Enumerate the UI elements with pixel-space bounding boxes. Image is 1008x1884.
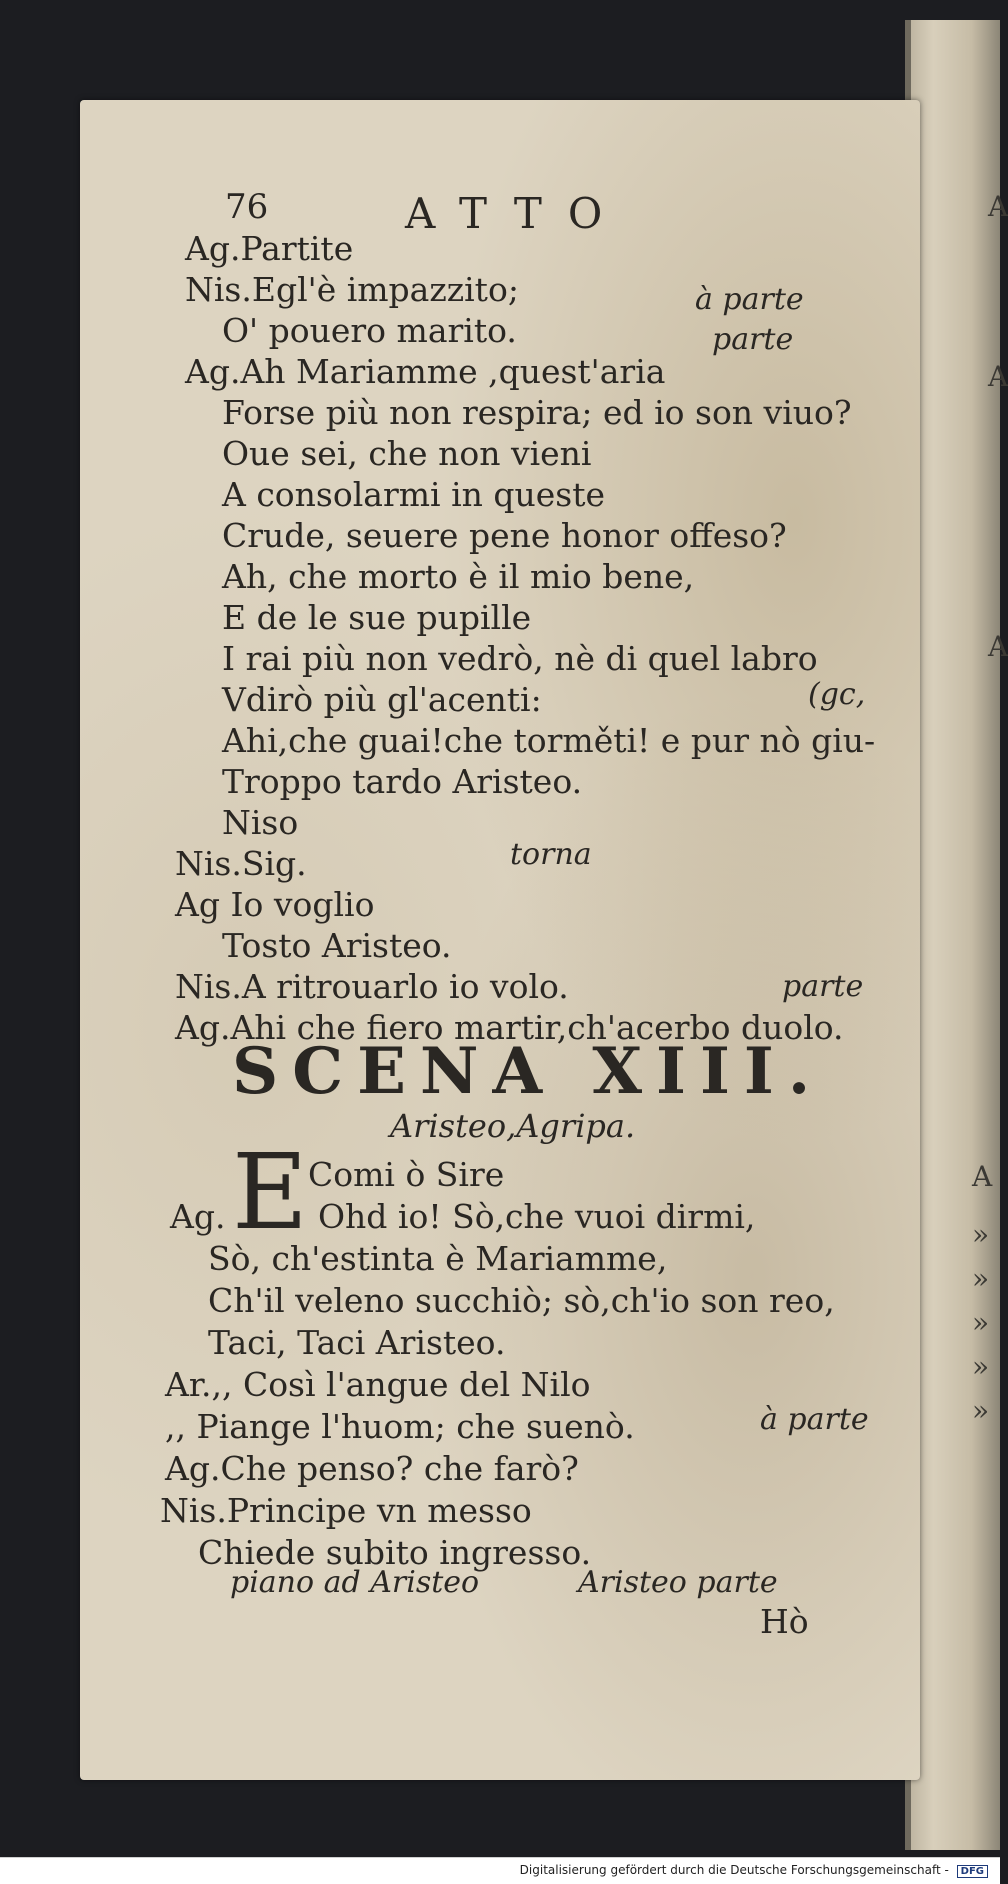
adjacent-fragment: » <box>972 1306 990 1339</box>
stage-direction: à parte <box>695 282 804 317</box>
text-line: Nis.A ritrouarlo io volo. <box>175 967 569 1006</box>
stage-direction: Aristeo parte <box>578 1565 778 1600</box>
text-line: Taci, Taci Aristeo. <box>208 1323 506 1362</box>
text-line: Chiede subito ingresso. <box>198 1533 592 1572</box>
text-line: Oue sei, che non vieni <box>222 434 592 473</box>
footer-bar <box>0 1857 1000 1884</box>
catchword: Hò <box>760 1602 809 1641</box>
text-line: E de le sue pupille <box>222 598 532 637</box>
text-line: A consolarmi in queste <box>222 475 605 514</box>
text-line: O' pouero marito. <box>222 311 517 350</box>
text-line: Nis.Sig. <box>175 844 307 883</box>
running-header: ATTO <box>405 189 629 238</box>
adjacent-fragment: » <box>972 1394 990 1427</box>
adjacent-fragment: A <box>972 1160 993 1193</box>
scene-characters: Aristeo,Agripa. <box>390 1107 636 1145</box>
text-line: Ch'il veleno succhiò; sò,ch'io son reo, <box>208 1281 835 1320</box>
page-number: 76 <box>225 187 269 227</box>
text-line: Troppo tardo Aristeo. <box>222 762 583 801</box>
dfg-logo: DFG <box>957 1865 988 1878</box>
text-line: Comi ò Sire <box>308 1155 505 1194</box>
text-line: Ohd io! Sò,che vuoi dirmi, <box>318 1197 756 1236</box>
adjacent-fragment: A <box>988 360 1008 393</box>
text-line: Niso <box>222 803 299 842</box>
footer-credit <box>520 1863 988 1878</box>
text-line: Ag.Che penso? che farò? <box>165 1449 579 1488</box>
text-line: Ah, che morto è il mio bene, <box>222 557 695 596</box>
stage-direction: parte <box>782 969 864 1004</box>
stage-direction: (gc, <box>808 677 866 712</box>
text-line: Ar.,, Così l'angue del Nilo <box>165 1365 591 1404</box>
stage-direction: torna <box>510 837 592 872</box>
text-line: Forse più non respira; ed io son viuo? <box>222 393 852 432</box>
text-line: Sò, ch'estinta è Mariamme, <box>208 1239 668 1278</box>
adjacent-fragment: » <box>972 1350 990 1383</box>
text-line: ,, Piange l'huom; che suenò. <box>165 1407 635 1446</box>
stage-direction: piano ad Aristeo <box>230 1565 480 1600</box>
adjacent-fragment: » <box>972 1218 990 1251</box>
text-line: Ahi,che guai!che torměti! e pur nò giu- <box>222 721 876 760</box>
text-line: I rai più non vedrò, nè di quel labro <box>222 639 818 678</box>
text-line: Ag. <box>170 1197 226 1236</box>
adjacent-fragment: » <box>972 1262 990 1295</box>
adjacent-fragment: A <box>988 630 1008 663</box>
scene-title: SCENA XIII. <box>232 1034 825 1109</box>
text-line: Ag.Ah Mariamme ,quest'aria <box>185 352 666 391</box>
text-line: Nis.Principe vn messo <box>160 1491 532 1530</box>
text-line: Ag.Partite <box>185 229 354 268</box>
adjacent-fragment: A <box>988 190 1008 223</box>
text-line: Nis.Egl'è impazzito; <box>185 270 519 309</box>
stage-direction: parte <box>712 322 794 357</box>
footer-text: Digitalisierung gefördert durch die Deutsche Forschungsgemeinschaft - <box>519 1863 949 1877</box>
text-line: Ag.Ahi che fiero martir,ch'acerbo duolo. <box>175 1008 844 1047</box>
text-line: Ag Io voglio <box>175 885 375 924</box>
stage-direction: à parte <box>760 1402 869 1437</box>
text-line: Crude, seuere pene honor offeso? <box>222 516 787 555</box>
text-line: Tosto Aristeo. <box>222 926 452 965</box>
text-line: Vdirò più gl'acenti: <box>222 680 542 719</box>
drop-cap: E <box>232 1131 308 1253</box>
